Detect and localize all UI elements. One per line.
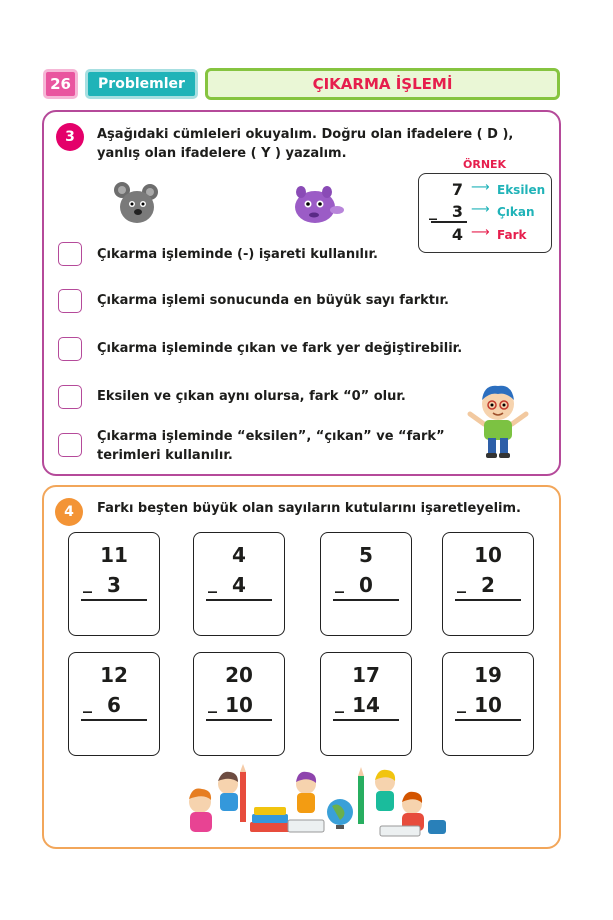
statement-2: Çıkarma işlemi sonucunda en büyük sayı farktır. [97, 293, 449, 308]
card-subtrahend: 6 [107, 693, 121, 717]
card-subtrahend: 3 [107, 573, 121, 597]
question-4-instruction: Farkı beşten büyük olan sayıların kutularını işaretleyelim. [97, 501, 521, 516]
answer-box-2[interactable] [58, 289, 82, 313]
example-underline [431, 221, 467, 223]
statement-5: Çıkarma işleminde “eksilen”, “çıkan” ve “fark” terimleri kullanılır. [97, 429, 445, 463]
subtraction-card-8[interactable] [442, 652, 534, 756]
subtraction-card-4[interactable] [442, 532, 534, 636]
example-difference: 4 [451, 225, 463, 244]
card-minuend: 10 [474, 543, 502, 567]
card-minuend: 17 [352, 663, 380, 687]
answer-box-3[interactable] [58, 337, 82, 361]
example-term-minuend: Eksilen [497, 183, 546, 197]
arrow-icon: ⟶ [471, 202, 490, 217]
boy-illustration-icon [466, 380, 530, 460]
subtraction-card-2[interactable] [193, 532, 285, 636]
example-subtrahend: 3 [451, 202, 463, 221]
card-minuend: 20 [225, 663, 253, 687]
minus-sign: _ [208, 693, 217, 714]
card-subtrahend: 2 [481, 573, 495, 597]
minus-sign: _ [83, 693, 92, 714]
card-subtrahend: 10 [474, 693, 502, 717]
card-underline [206, 719, 272, 721]
question-3-number: 3 [56, 123, 84, 151]
statement-3: Çıkarma işleminde çıkan ve fark yer değiştirebilir. [97, 341, 463, 356]
question-4-number: 4 [55, 498, 83, 526]
card-minuend: 11 [100, 543, 128, 567]
minus-sign: _ [335, 693, 344, 714]
minus-sign: _ [429, 201, 437, 220]
card-minuend: 12 [100, 663, 128, 687]
statement-1: Çıkarma işleminde (-) işareti kullanılır. [97, 247, 378, 262]
example-row-difference [419, 225, 553, 247]
arrow-icon: ⟶ [471, 180, 490, 195]
mouse-icon [112, 180, 160, 226]
card-subtrahend: 14 [352, 693, 380, 717]
creature-icon [291, 184, 345, 226]
minus-sign: _ [457, 693, 466, 714]
card-underline [81, 599, 147, 601]
card-underline [455, 599, 521, 601]
section-tag: Problemler [85, 69, 198, 99]
answer-box-1[interactable] [58, 242, 82, 266]
minus-sign: _ [457, 573, 466, 594]
subtraction-card-6[interactable] [193, 652, 285, 756]
subtraction-card-5[interactable] [68, 652, 160, 756]
example-row-minuend [419, 180, 553, 202]
topic-title: ÇIKARMA İŞLEMİ [205, 68, 560, 100]
card-underline [333, 719, 399, 721]
card-underline [333, 599, 399, 601]
card-minuend: 5 [359, 543, 373, 567]
example-box [418, 173, 552, 253]
card-subtrahend: 10 [225, 693, 253, 717]
statement-4: Eksilen ve çıkan aynı olursa, fark “0” olur. [97, 389, 406, 404]
subtraction-card-1[interactable] [68, 532, 160, 636]
answer-box-4[interactable] [58, 385, 82, 409]
question-3-instruction: Aşağıdaki cümleleri okuyalım. Doğru olan ifadelere ( D ), yanlış olan ifadelere ( Y ) yazalım. [97, 127, 514, 161]
minus-sign: _ [83, 573, 92, 594]
answer-box-5[interactable] [58, 433, 82, 457]
example-label: ÖRNEK [463, 158, 507, 171]
subtraction-card-7[interactable] [320, 652, 412, 756]
card-underline [455, 719, 521, 721]
card-minuend: 4 [232, 543, 246, 567]
card-minuend: 19 [474, 663, 502, 687]
card-subtrahend: 4 [232, 573, 246, 597]
example-minuend: 7 [451, 180, 463, 199]
kids-reading-illustration-icon [180, 762, 450, 844]
card-underline [206, 599, 272, 601]
card-underline [81, 719, 147, 721]
card-subtrahend: 0 [359, 573, 373, 597]
minus-sign: _ [208, 573, 217, 594]
minus-sign: _ [335, 573, 344, 594]
subtraction-card-3[interactable] [320, 532, 412, 636]
example-term-difference: Fark [497, 228, 527, 242]
example-term-subtrahend: Çıkan [497, 205, 535, 219]
arrow-icon: ⟶ [471, 225, 490, 240]
page-number: 26 [43, 69, 78, 99]
